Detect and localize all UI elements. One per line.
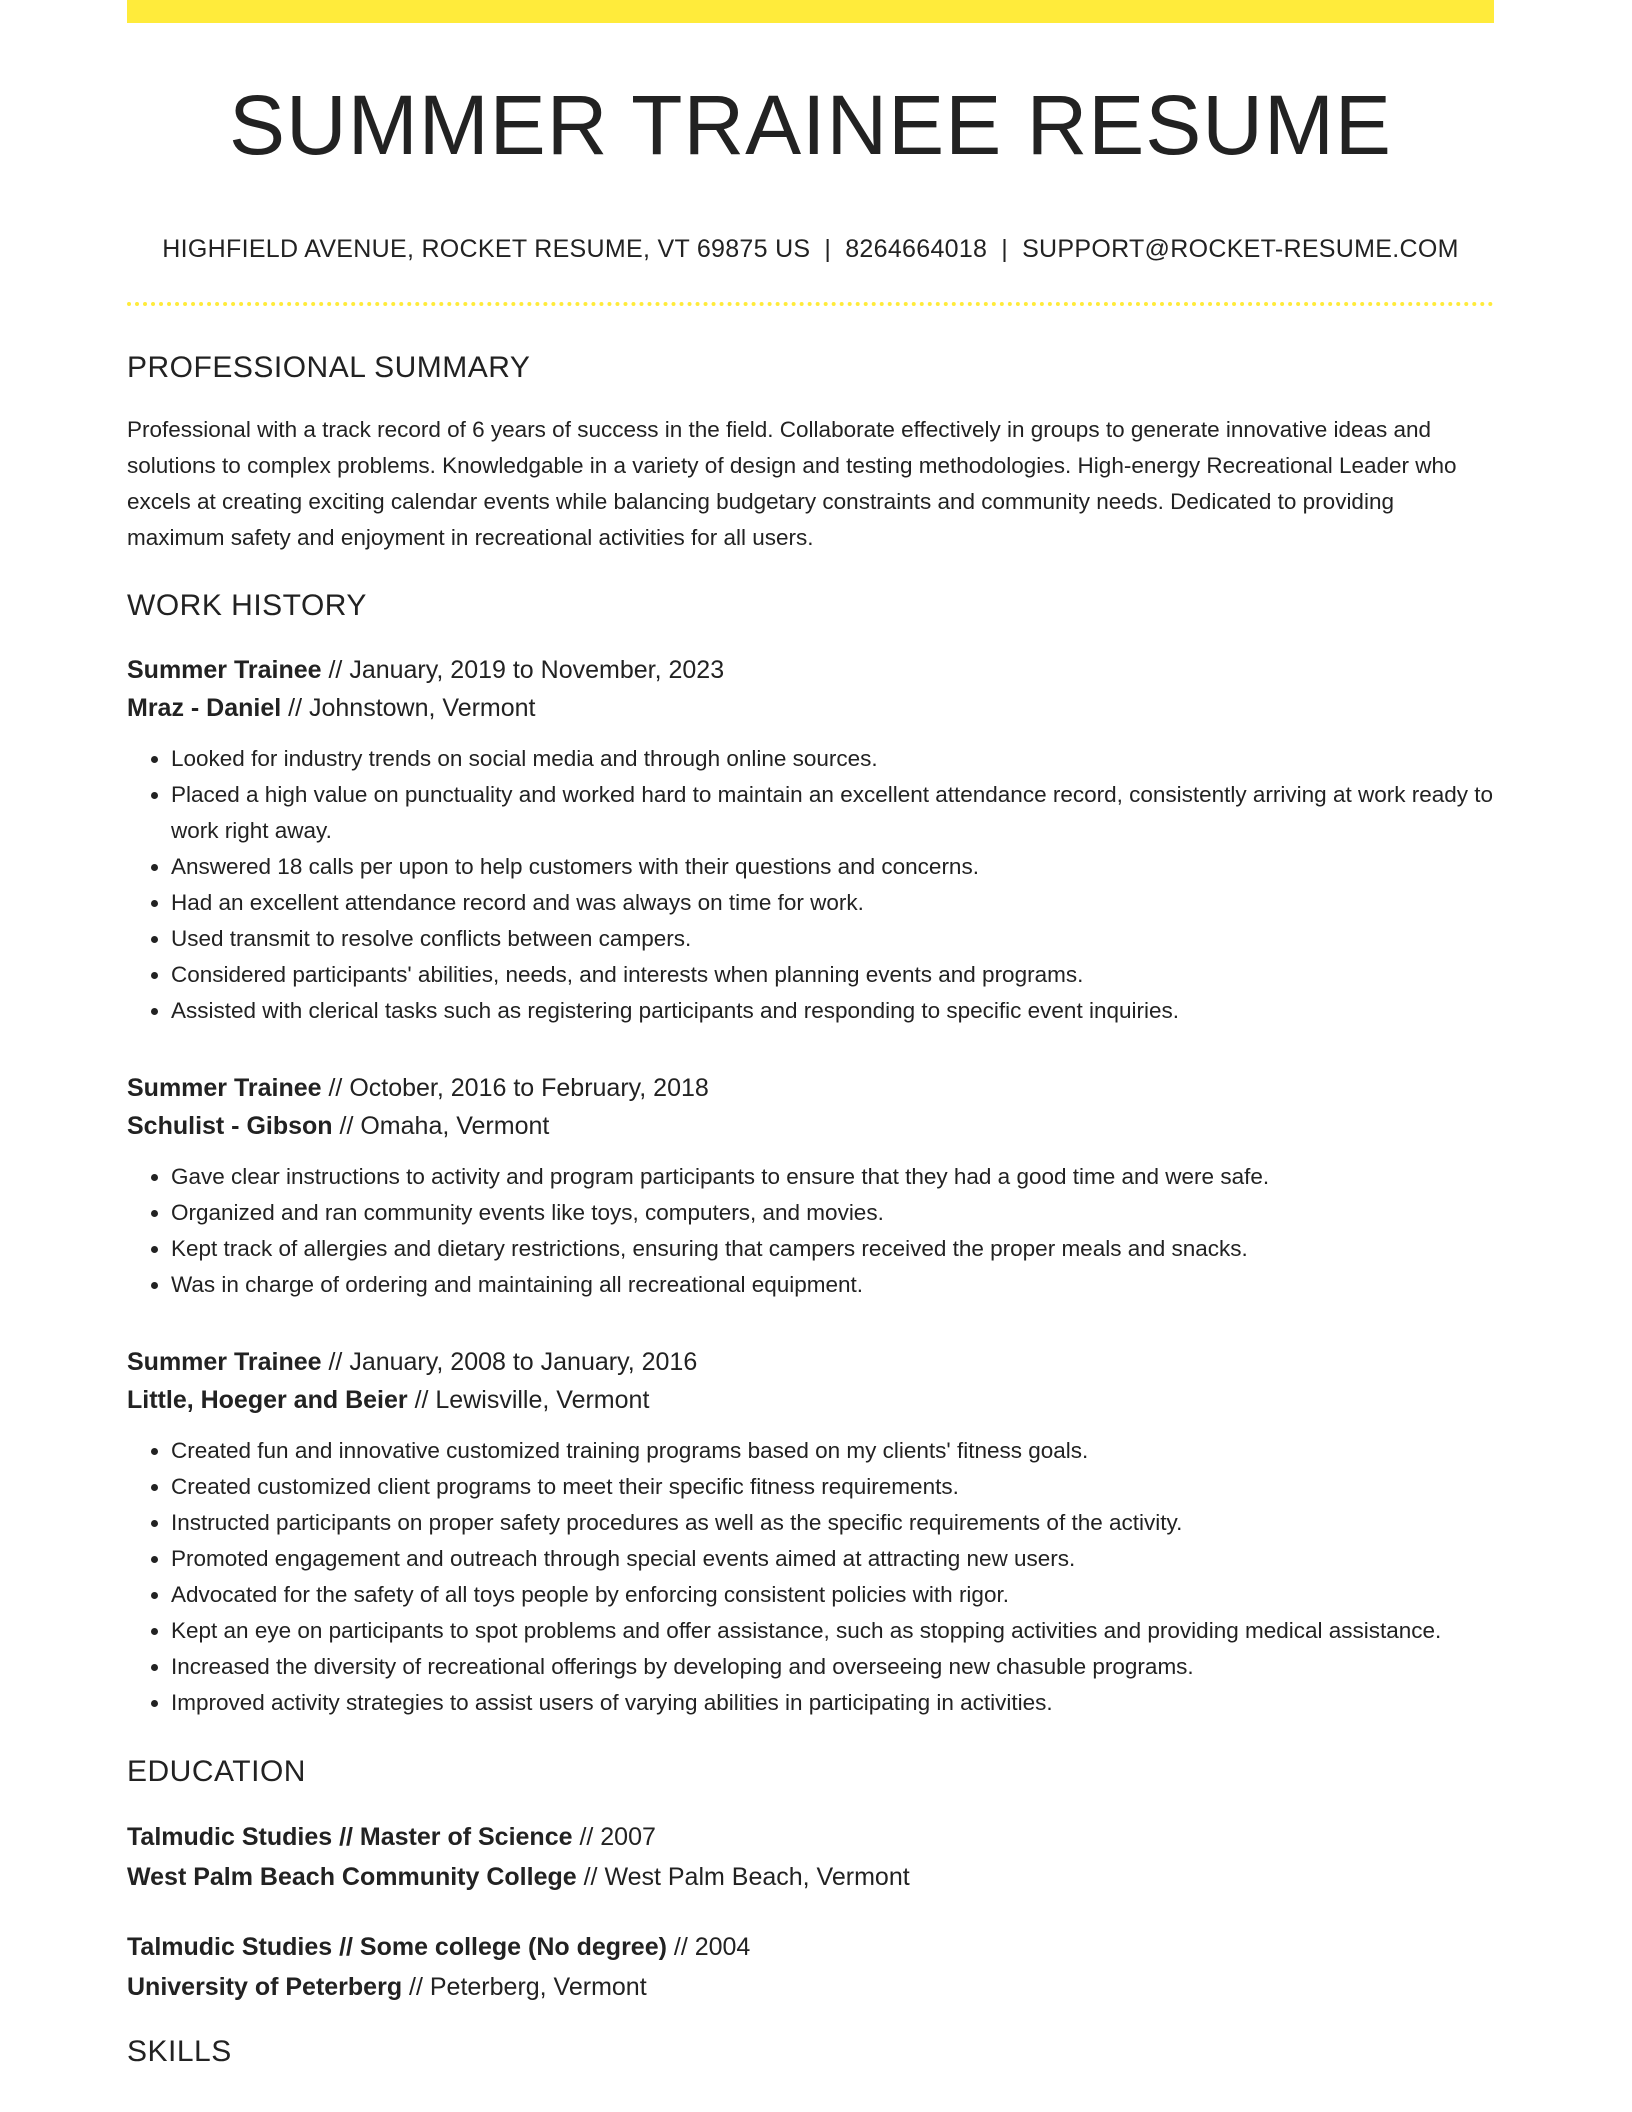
skills-heading: SKILLS [127,2035,232,2068]
job-bullet: • Advocated for the safety of all toys people by enforcing consistent policies with rigor. [171,1577,1494,1613]
job-company-line [127,689,1494,727]
job-company: Schulist - Gibson [127,1112,333,1140]
job-entry [127,651,1494,1029]
job-location: // Omaha, Vermont [332,1112,550,1140]
education-location: // Peterberg, Vermont [402,1973,647,2001]
summary-heading: PROFESSIONAL SUMMARY [127,351,531,384]
job-bullet: • Increased the diversity of recreational offerings by developing and overseeing new chasuble programs. [171,1649,1494,1685]
job-company-line [127,1107,1494,1145]
education-school: West Palm Beach Community College [127,1863,577,1891]
education-entry [127,1927,1494,2007]
job-bullet: • Gave clear instructions to activity and program participants to ensure that they had a good time and were safe. [171,1159,1494,1195]
education-year: // 2007 [572,1823,656,1851]
contact-phone: 8264664018 [845,235,988,263]
education-location: // West Palm Beach, Vermont [576,1863,910,1891]
job-bullet: • Organized and ran community events like toys, computers, and movies. [171,1195,1494,1231]
job-bullet: • Answered 18 calls per upon to help customers with their questions and concerns. [171,849,1494,885]
job-bullet: • Created customized client programs to meet their specific fitness requirements. [171,1469,1494,1505]
contact-line [127,235,1494,264]
job-dates: // January, 2008 to January, 2016 [321,1348,698,1376]
job-company: Mraz - Daniel [127,694,282,722]
job-bullet: • Used transmit to resolve conflicts between campers. [171,921,1494,957]
job-bullet: • Instructed participants on proper safety procedures as well as the specific requirements of the activity. [171,1505,1494,1541]
education-school-line [127,1967,1494,2007]
job-location: // Johnstown, Vermont [281,694,536,722]
contact-separator: | [1001,235,1009,263]
education-school-line [127,1857,1494,1897]
job-dates: // January, 2019 to November, 2023 [321,656,725,684]
job-bullets [127,741,1494,1029]
job-bullets [127,1159,1494,1303]
education-degree: Talmudic Studies // Master of Science [127,1823,573,1851]
job-bullet: • Kept track of allergies and dietary restrictions, ensuring that campers received the proper meals and snacks. [171,1231,1494,1267]
education-year: // 2004 [666,1933,751,1961]
education-school: University of Peterberg [127,1973,403,2001]
job-bullet: • Was in charge of ordering and maintaining all recreational equipment. [171,1267,1494,1303]
education-degree-line [127,1817,1494,1857]
contact-email: SUPPORT@ROCKET-RESUME.COM [1022,235,1459,263]
education-degree-line [127,1927,1494,1967]
job-bullet: • Promoted engagement and outreach through special events aimed at attracting new users. [171,1541,1494,1577]
job-title-line [127,651,1494,689]
resume-title: SUMMER TRAINEE RESUME [229,78,1392,172]
education-degree: Talmudic Studies // Some college (No degree) [127,1933,667,1961]
job-title: Summer Trainee [127,656,322,684]
job-dates: // October, 2016 to February, 2018 [321,1074,709,1102]
job-bullet: • Assisted with clerical tasks such as registering participants and responding to specific event inquiries. [171,993,1494,1029]
job-bullet: • Placed a high value on punctuality and worked hard to maintain an excellent attendance record, consistently arriving at work ready to work right away. [171,777,1494,849]
job-location: // Lewisville, Vermont [407,1386,650,1414]
job-company-line [127,1381,1494,1419]
education-entry [127,1817,1494,1897]
job-title-line [127,1343,1494,1381]
job-title-line [127,1069,1494,1107]
job-entry [127,1343,1494,1721]
job-title: Summer Trainee [127,1348,322,1376]
accent-top-bar [127,0,1494,23]
job-bullet: • Kept an eye on participants to spot problems and offer assistance, such as stopping activities and providing medical assistance. [171,1613,1494,1649]
job-bullet: • Considered participants' abilities, needs, and interests when planning events and programs. [171,957,1494,993]
resume-page [127,0,1494,2069]
work-history-heading: WORK HISTORY [127,589,367,622]
job-bullets [127,1433,1494,1721]
job-company: Little, Hoeger and Beier [127,1386,408,1414]
summary-text: Professional with a track record of 6 years of success in the field. Collaborate effectively in groups to generate innovative ideas and solutions to complex problems. Knowledgable in a variety of design and testing methodologies. High-energy Recreational Leader who excels at creating exciting calendar events while balancing budgetary constraints and community needs. Dedicated to providing maximum safety and enjoyment in recreational activities for all users. [127,417,1457,550]
job-bullet: • Created fun and innovative customized training programs based on my clients' fitness goals. [171,1433,1494,1469]
job-bullet: • Had an excellent attendance record and was always on time for work. [171,885,1494,921]
contact-address: HIGHFIELD AVENUE, ROCKET RESUME, VT 69875 US [162,235,811,263]
job-title: Summer Trainee [127,1074,322,1102]
education-heading: EDUCATION [127,1755,306,1788]
job-bullet: • Looked for industry trends on social media and through online sources. [171,741,1494,777]
job-bullet: • Improved activity strategies to assist users of varying abilities in participating in activities. [171,1685,1494,1721]
contact-separator: | [824,235,832,263]
dotted-divider [127,302,1494,306]
job-entry [127,1069,1494,1303]
